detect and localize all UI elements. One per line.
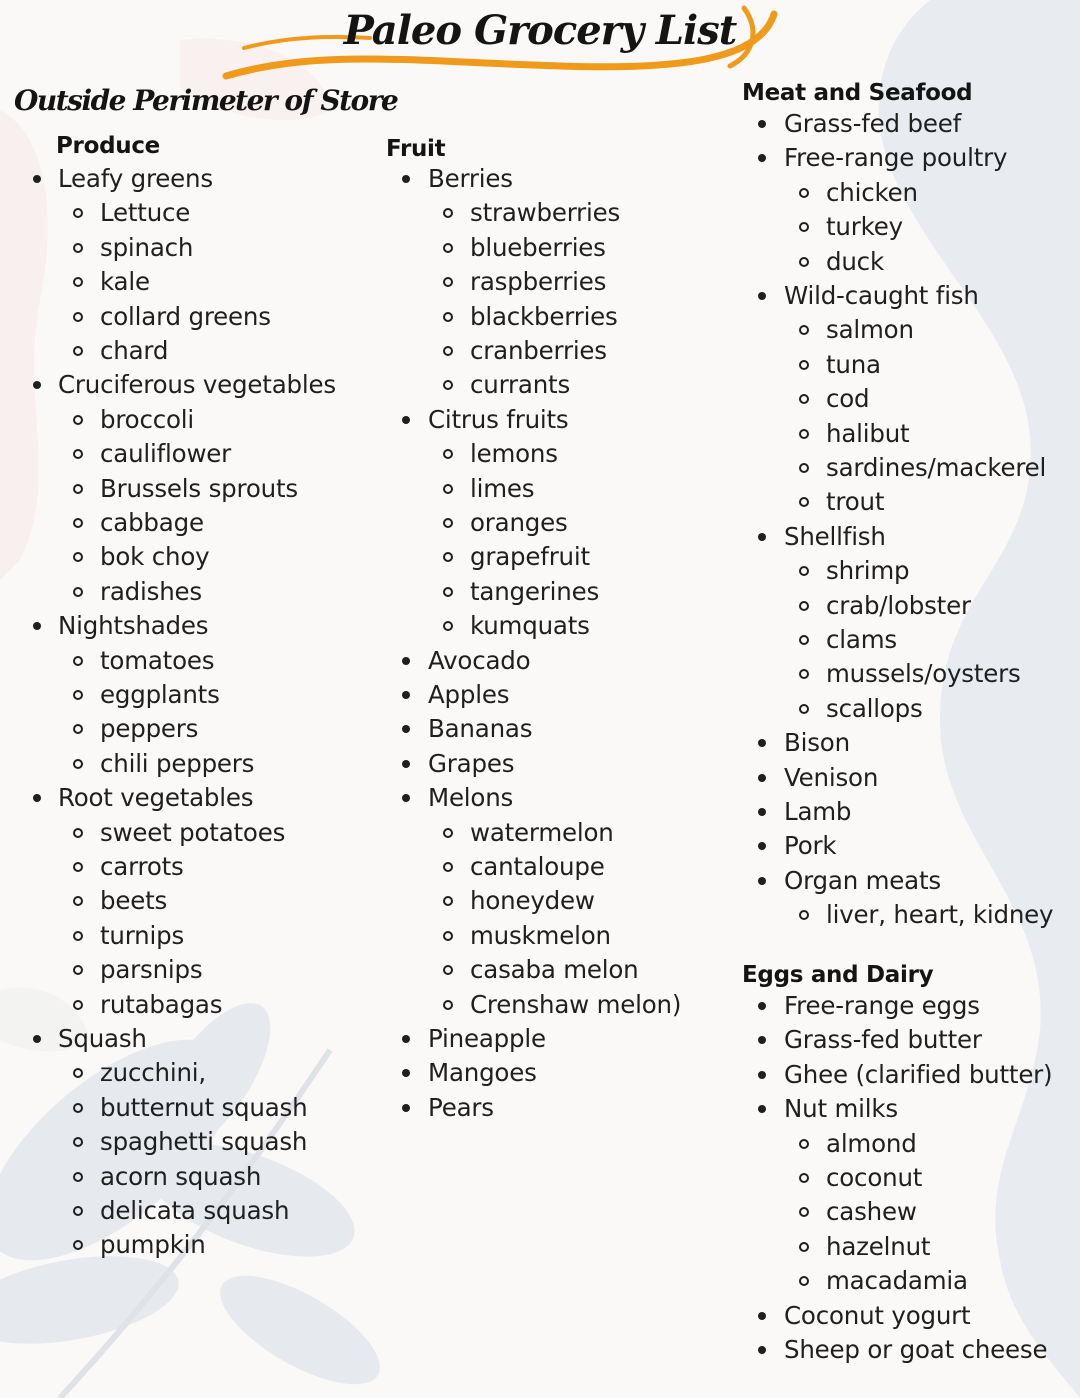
list-item-label: Cruciferous vegetables (58, 370, 336, 400)
bullet-circle-icon (799, 601, 809, 611)
bullet-disc-icon (758, 533, 766, 541)
bullet-disc-icon (758, 120, 766, 128)
bullet-circle-icon (799, 1242, 809, 1252)
sub-list-item-label: carrots (100, 852, 184, 881)
sub-list-item-label: casaba melon (470, 955, 639, 985)
bullet-circle-icon (799, 188, 809, 198)
sub-list-item-label: peppers (100, 714, 199, 744)
sub-list-item-label: turnips (100, 920, 185, 950)
list-item-label: Wild-caught fish (784, 281, 979, 310)
sub-list-item-label: tomatoes (100, 645, 215, 675)
sub-list-item-label: currants (470, 370, 571, 400)
sub-list-item-label: spinach (100, 232, 194, 262)
sub-list-item-label: chili peppers (100, 748, 255, 778)
bullet-circle-icon (799, 429, 809, 439)
bullet-circle-icon (443, 862, 453, 872)
section-heading-fruit: Fruit (386, 136, 446, 162)
sub-list-item-label: strawberries (470, 198, 621, 228)
sub-list-item-label: radishes (100, 576, 202, 606)
list-item-label: Bison (784, 728, 850, 758)
bullet-circle-icon (73, 690, 83, 700)
list-item-label: Venison (784, 762, 879, 792)
bullet-circle-icon (799, 257, 809, 267)
sub-list-item-label: muskmelon (470, 920, 611, 950)
list-item-label: Pork (784, 831, 837, 861)
sub-list-item-label: Brussels sprouts (100, 473, 298, 503)
bullet-circle-icon (799, 1139, 809, 1149)
bullet-disc-icon (758, 877, 766, 885)
sub-list-item-label: scallops (826, 693, 923, 723)
sub-list-item-label: honeydew (470, 886, 595, 916)
list-item-label: Nut milks (784, 1094, 898, 1124)
sub-list-item-label: blackberries (470, 301, 618, 331)
title-banner (0, 0, 1080, 90)
list-item-label: Grass-fed butter (784, 1025, 982, 1055)
bullet-circle-icon (73, 828, 83, 838)
list-item-label: Pineapple (428, 1024, 546, 1053)
bullet-circle-icon (73, 518, 83, 528)
sub-list-item-label: acorn squash (100, 1161, 262, 1191)
sub-list-item-label: kale (100, 267, 150, 297)
sub-list-item-label: lemons (470, 439, 558, 469)
bullet-disc-icon (33, 1035, 41, 1043)
list-item-label: Free-range eggs (784, 991, 980, 1020)
page-title: Paleo Grocery List (343, 7, 737, 54)
bullet-circle-icon (443, 243, 453, 253)
sub-list-item-label: pumpkin (100, 1230, 206, 1260)
list-item-label: Avocado (428, 645, 531, 675)
bullet-disc-icon (402, 691, 410, 699)
bullet-disc-icon (758, 292, 766, 300)
list-item-label: Squash (58, 1024, 147, 1053)
sub-list-item-label: zucchini, (100, 1058, 206, 1088)
sub-list-item-label: liver, heart, kidney (826, 900, 1054, 930)
list-item-label: Bananas (428, 714, 533, 744)
bullet-disc-icon (402, 1035, 410, 1043)
bullet-circle-icon (443, 346, 453, 356)
bullet-circle-icon (73, 243, 83, 253)
bullet-circle-icon (73, 587, 83, 597)
sub-list-item-label: cabbage (100, 508, 204, 537)
sub-list-item-label: clams (826, 625, 897, 654)
sub-list-item-label: turkey (826, 212, 903, 242)
bullet-disc-icon (33, 175, 41, 183)
list-item-label: Shellfish (784, 521, 886, 551)
sub-list-item-label: watermelon (470, 817, 614, 847)
list-item-label: Mangoes (428, 1058, 537, 1088)
bullet-circle-icon (799, 1173, 809, 1183)
list-item-label: Pears (428, 1092, 494, 1122)
list-item-label: Root vegetables (58, 783, 254, 813)
list-item-label: Lamb (784, 797, 852, 826)
sub-list-item-label: hazelnut (826, 1231, 931, 1261)
sub-list-item-label: tangerines (470, 576, 600, 606)
list-item-label: Leafy greens (58, 164, 213, 193)
sub-list-item-label: cashew (826, 1197, 917, 1227)
list-item-label: Organ meats (784, 865, 941, 895)
sub-list-item-label: Crenshaw melon) (470, 989, 682, 1019)
sub-list-item-label: sardines/mackerel (826, 453, 1047, 482)
list-item-label: Nightshades (58, 611, 209, 641)
sub-list-item-label: beets (100, 886, 168, 916)
list-item-label: Apples (428, 680, 510, 709)
list-item-label: Sheep or goat cheese (784, 1335, 1048, 1364)
sub-list-item-label: oranges (470, 508, 568, 537)
sub-list-item-label: kumquats (470, 611, 590, 641)
bullet-circle-icon (443, 1000, 453, 1010)
bullet-circle-icon (73, 759, 83, 769)
bullet-circle-icon (73, 415, 83, 425)
sub-list-item-label: delicata squash (100, 1196, 290, 1225)
sub-list-item-label: cantaloupe (470, 852, 605, 881)
sub-list-item-label: eggplants (100, 680, 220, 709)
bullet-disc-icon (758, 1312, 766, 1320)
sub-list-item-label: macadamia (826, 1266, 968, 1296)
sub-list-item-label: cranberries (470, 336, 607, 365)
bullet-disc-icon (402, 1104, 410, 1112)
sub-list-item-label: cod (826, 384, 870, 414)
bullet-circle-icon (443, 828, 453, 838)
bullet-circle-icon (799, 704, 809, 714)
section-heading-eggs: Eggs and Dairy (742, 962, 934, 988)
bullet-disc-icon (758, 774, 766, 782)
sub-list-item-label: collard greens (100, 301, 271, 331)
sub-list-item-label: salmon (826, 315, 914, 345)
bullet-circle-icon (799, 635, 809, 645)
section-heading-produce: Produce (56, 133, 160, 159)
bullet-circle-icon (799, 360, 809, 370)
bullet-circle-icon (73, 1206, 83, 1216)
sub-list-item-label: duck (826, 246, 884, 276)
sub-list-item-label: chicken (826, 177, 918, 207)
bullet-circle-icon (73, 1103, 83, 1113)
bullet-disc-icon (758, 1071, 766, 1079)
sub-list-item-label: almond (826, 1128, 917, 1158)
section-heading-meat: Meat and Seafood (742, 80, 973, 106)
sub-list-item-label: cauliflower (100, 439, 232, 469)
bullet-circle-icon (73, 862, 83, 872)
bullet-circle-icon (73, 1172, 83, 1182)
sub-list-item-label: rutabagas (100, 989, 223, 1019)
bullet-circle-icon (73, 484, 83, 494)
sub-list-item-label: grapefruit (470, 542, 590, 572)
list-item-label: Grass-fed beef (784, 109, 962, 138)
list-item-label: Berries (428, 164, 513, 193)
sub-list-item-label: parsnips (100, 955, 203, 985)
list-item-label: Melons (428, 783, 514, 813)
bullet-circle-icon (73, 346, 83, 356)
sub-list-item-label: bok choy (100, 542, 210, 572)
list-item-label: Citrus fruits (428, 404, 569, 434)
bullet-disc-icon (402, 416, 410, 424)
bullet-circle-icon (443, 587, 453, 597)
bullet-circle-icon (443, 931, 453, 941)
list-item-label: Grapes (428, 748, 515, 778)
sub-list-item-label: tuna (826, 349, 881, 379)
sub-list-item-label: halibut (826, 418, 910, 448)
bullet-disc-icon (758, 1002, 766, 1010)
bullet-circle-icon (443, 312, 453, 322)
sub-list-item-label: shrimp (826, 556, 910, 586)
bullet-disc-icon (402, 175, 410, 183)
sub-list-item-label: raspberries (470, 267, 607, 297)
bullet-circle-icon (73, 931, 83, 941)
bullet-circle-icon (443, 484, 453, 494)
bullet-disc-icon (758, 808, 766, 816)
bullet-disc-icon (402, 760, 410, 768)
bullet-circle-icon (73, 312, 83, 322)
sub-list-item-label: limes (470, 473, 535, 503)
bullet-disc-icon (758, 1346, 766, 1354)
list-item-label: Ghee (clarified butter) (784, 1059, 1053, 1089)
list-item-label: Free-range poultry (784, 143, 1008, 173)
sub-list-item-label: sweet potatoes (100, 817, 286, 847)
list-item-label: Coconut yogurt (784, 1300, 971, 1330)
bullet-disc-icon (402, 657, 410, 665)
bullet-circle-icon (443, 518, 453, 528)
sub-list-item-label: broccoli (100, 404, 195, 434)
sub-list-item-label: Lettuce (100, 198, 191, 228)
sub-list-item-label: chard (100, 336, 169, 365)
sub-list-item-label: mussels/oysters (826, 659, 1021, 689)
bullet-circle-icon (73, 656, 83, 666)
sub-list-item-label: blueberries (470, 232, 606, 262)
sub-list-item-label: crab/lobster (826, 590, 971, 620)
section-subtitle: Outside Perimeter of Store (14, 84, 398, 117)
sub-list-item-label: spaghetti squash (100, 1127, 308, 1157)
bullet-circle-icon (73, 1000, 83, 1010)
sub-list-item-label: trout (826, 487, 885, 517)
sub-list-item-label: butternut squash (100, 1092, 308, 1122)
bullet-circle-icon (799, 463, 809, 473)
sub-list-item-label: coconut (826, 1163, 923, 1192)
